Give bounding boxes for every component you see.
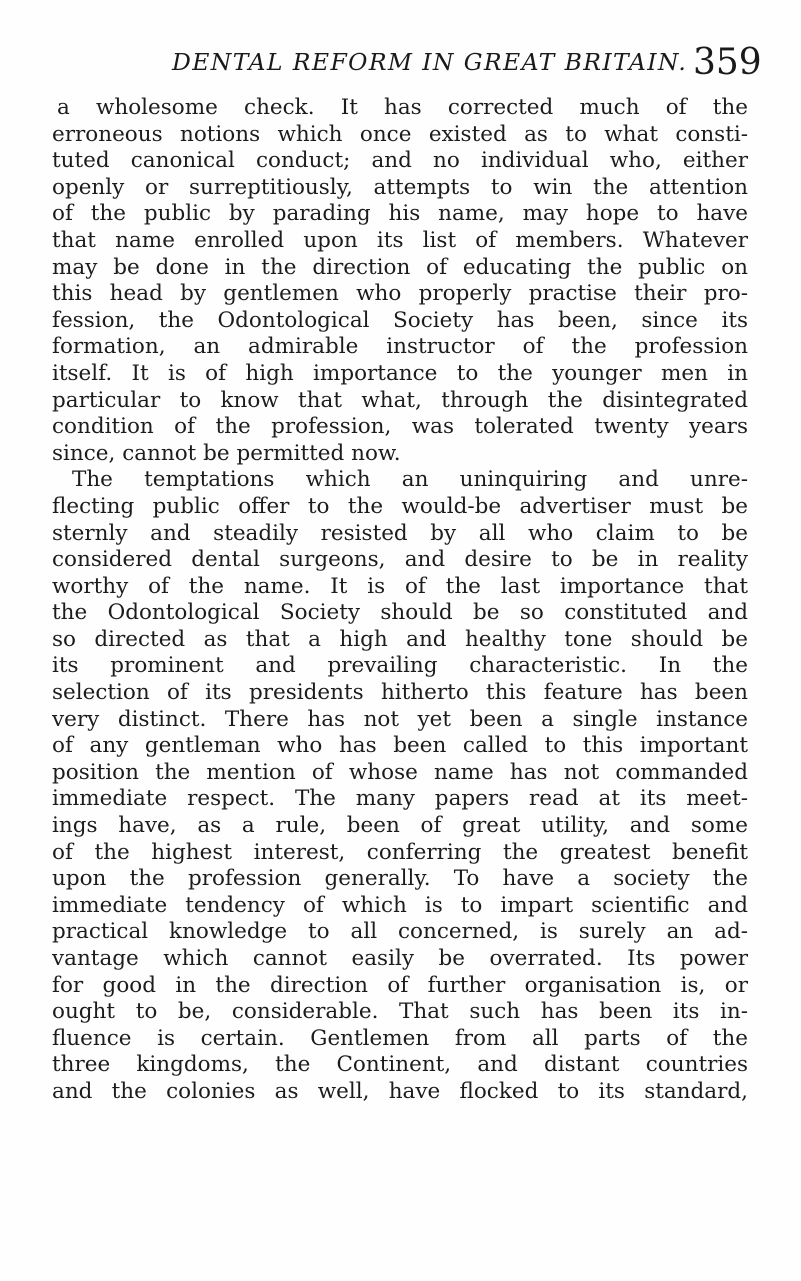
- text-line: the Odontological Society should be so constituted and: [52, 600, 748, 626]
- text-line: ought to be, considerable. That such has been its in-: [52, 999, 748, 1025]
- text-line: selection of its presidents hitherto this feature has been: [52, 680, 748, 706]
- text-line: tuted canonical conduct; and no individual who, either: [52, 148, 748, 174]
- text-line: The temptations which an uninquiring and unre-: [72, 467, 748, 493]
- text-line: worthy of the name. It is of the last importance that: [52, 573, 748, 599]
- text-line: flecting public offer to the would-be advertiser must be: [52, 493, 748, 519]
- text-line: condition of the profession, was tolerated twenty years: [52, 414, 748, 440]
- text-line: a wholesome check. It has corrected much of the: [57, 95, 748, 120]
- text-line: for good in the direction of further organisation is, or: [52, 972, 748, 998]
- text-line: practical knowledge to all concerned, is surely an ad-: [52, 919, 748, 945]
- text-line: so directed as that a high and healthy tone should be: [52, 626, 748, 652]
- text-line: fession, the Odontological Society has been, since its: [52, 307, 748, 333]
- text-line: immediate tendency of which is to impart scientific and: [52, 892, 748, 918]
- text-line: openly or surreptitiously, attempts to win the attention: [52, 174, 748, 200]
- text-line: considered dental surgeons, and desire to be in reality: [52, 547, 748, 573]
- text-line: immediate respect. The many papers read at its meet-: [52, 786, 748, 812]
- text-line: since, cannot be permitted now.: [52, 440, 401, 466]
- text-line: of the highest interest, conferring the greatest benefit: [52, 839, 748, 865]
- text-line: that name enrolled upon its list of members. Whatever: [52, 227, 748, 253]
- text-line: of the public by parading his name, may hope to have: [52, 201, 748, 227]
- running-head: [172, 42, 762, 90]
- page-number: 359: [693, 42, 762, 83]
- text-line: very distinct. There has not yet been a single instance: [52, 706, 748, 732]
- text-line: may be done in the direction of educating the public on: [52, 254, 748, 280]
- text-line: fluence is certain. Gentlemen from all parts of the: [52, 1025, 748, 1051]
- text-line: three kingdoms, the Continent, and distant countries: [52, 1052, 748, 1078]
- text-line: of any gentleman who has been called to this important: [52, 733, 748, 759]
- text-line: itself. It is of high importance to the younger men in: [52, 360, 748, 386]
- text-line: sternly and steadily resisted by all who claim to be: [52, 520, 748, 546]
- running-title: DENTAL REFORM IN GREAT BRITAIN.: [172, 48, 688, 76]
- text-line: erroneous notions which once existed as to what consti-: [52, 121, 748, 147]
- text-line: formation, an admirable instructor of the profession: [52, 334, 748, 360]
- text-line: its prominent and prevailing characteristic. In the: [52, 653, 748, 679]
- text-line: position the mention of whose name has not commanded: [52, 759, 748, 785]
- body-text: [52, 95, 748, 1106]
- text-line: this head by gentlemen who properly practise their pro-: [52, 281, 748, 307]
- text-line: vantage which cannot easily be overrated. Its power: [52, 946, 748, 971]
- text-line: and the colonies as well, have flocked to its standard,: [52, 1078, 748, 1104]
- text-line: ings have, as a rule, been of great utility, and some: [52, 813, 748, 839]
- text-line: particular to know that what, through the disintegrated: [52, 387, 748, 413]
- text-line: upon the profession generally. To have a society the: [52, 866, 748, 892]
